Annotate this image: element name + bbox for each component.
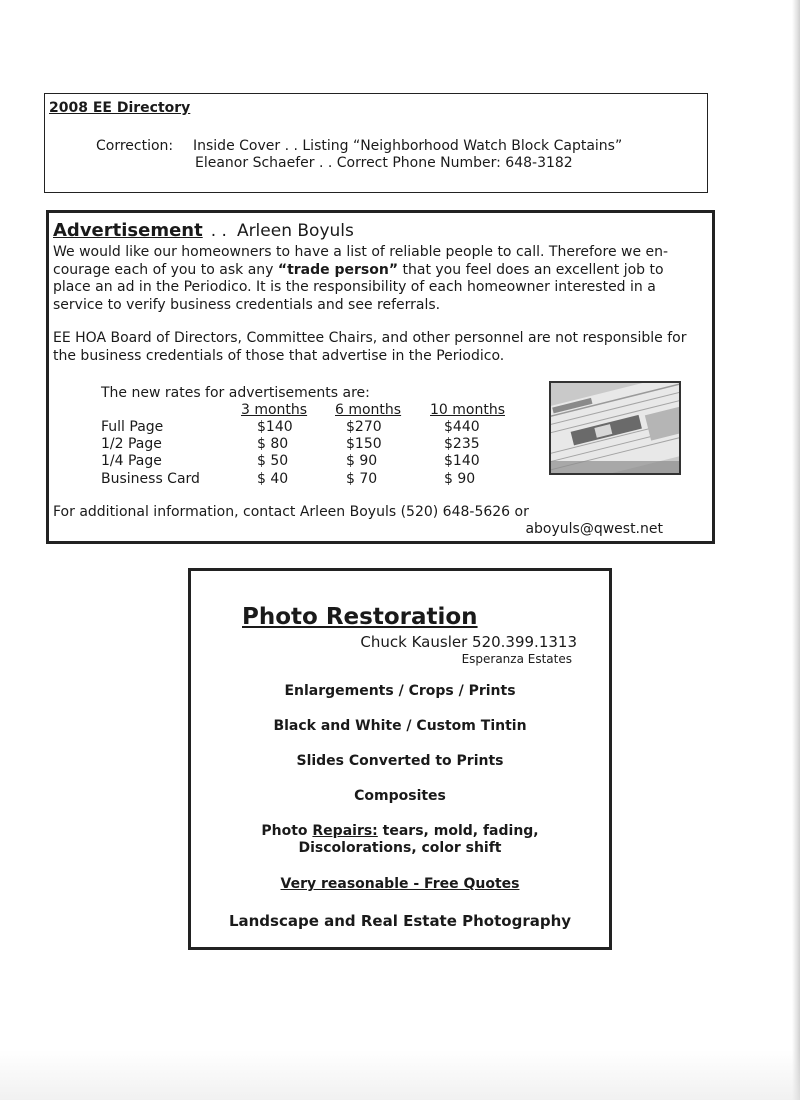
rate-3m: $ 80 — [257, 436, 289, 452]
para1-start: We would like our homeowners to have a list of reliable people to call. Therefore we en-courage each of you to ask any — [53, 244, 669, 278]
service-repairs-line-2: Discolorations, color shift — [298, 840, 502, 856]
advertisement-contact: For additional information, contact Arleen Boyuls (520) 648-5626 or — [53, 504, 529, 520]
rate-name: Business Card — [101, 471, 200, 487]
service-repairs — [191, 823, 609, 839]
rate-row-quarter-page — [101, 453, 521, 471]
trade-person-emphasis: “trade person” — [277, 261, 399, 278]
rate-row-business-card — [101, 471, 521, 489]
page-bottom-shadow — [0, 1050, 800, 1100]
rate-3m: $ 50 — [257, 453, 289, 469]
repairs-rest: tears, mold, fading, — [377, 823, 539, 839]
rate-name: 1/2 Page — [101, 436, 162, 452]
advertisement-title: Advertisement — [53, 220, 203, 241]
rate-6m: $ 70 — [346, 471, 378, 487]
advertisement-paragraph-2: EE HOA Board of Directors, Committee Chairs, and other personnel are not responsible for the business credentials of those that advertise in the Periodico. — [53, 330, 687, 364]
rate-10m: $140 — [444, 453, 480, 469]
repairs-label: Repairs: — [312, 823, 378, 839]
correction-line-2: Eleanor Schaefer . . Correct Phone Number: 648-3182 — [195, 155, 573, 171]
correction-label: Correction: — [96, 138, 174, 154]
rate-3m: $ 40 — [257, 471, 289, 487]
rate-6m: $270 — [346, 419, 382, 435]
photo-restoration-location: Esperanza Estates — [461, 652, 572, 666]
advertisement-dots: . . — [210, 221, 227, 241]
rate-row-half-page — [101, 436, 521, 454]
advertisement-email: aboyuls@qwest.net — [525, 521, 663, 537]
correction-line-1: Inside Cover . . Listing “Neighborhood Watch Block Captains” — [193, 138, 623, 154]
service-composites: Composites — [354, 788, 446, 804]
repairs-lead: Photo — [261, 823, 313, 839]
free-quotes-line: Very reasonable - Free Quotes — [280, 876, 520, 892]
advertisement-paragraph-1 — [53, 244, 693, 314]
rate-6m: $ 90 — [346, 453, 378, 469]
newspaper-classifieds-photo — [549, 381, 681, 475]
page-edge-shadow — [792, 0, 800, 1100]
advertisement-heading — [53, 220, 354, 241]
rate-10m: $440 — [444, 419, 480, 435]
rate-header-3-months: 3 months — [241, 402, 308, 418]
rate-10m: $ 90 — [444, 471, 476, 487]
directory-correction-box — [44, 93, 708, 193]
para1-end: that you feel does an excellent job to place an ad in the Periodico. It is the responsibility of each homeowner interested in a service to verify business credentials and see referrals. — [53, 261, 664, 313]
rate-header-6-months: 6 months — [335, 402, 402, 418]
rate-header-10-months: 10 months — [430, 402, 505, 418]
rate-name: Full Page — [101, 419, 164, 435]
advertisement-author: Arleen Boyuls — [236, 221, 354, 241]
landscape-photography-line: Landscape and Real Estate Photography — [228, 912, 572, 930]
photo-restoration-title: Photo Restoration — [242, 604, 478, 630]
photo-restoration-ad — [188, 568, 612, 950]
service-enlargements: Enlargements / Crops / Prints — [284, 683, 516, 699]
rate-10m: $235 — [444, 436, 480, 452]
advertisement-box — [46, 210, 715, 544]
service-slides: Slides Converted to Prints — [296, 753, 504, 769]
rate-6m: $150 — [346, 436, 382, 452]
directory-title: 2008 EE Directory — [49, 100, 191, 116]
photo-restoration-contact: Chuck Kausler 520.399.1313 — [360, 633, 577, 651]
rate-name: 1/4 Page — [101, 453, 162, 469]
rates-intro: The new rates for advertisements are: — [101, 385, 370, 401]
service-black-and-white: Black and White / Custom Tintin — [273, 718, 527, 734]
rate-row-full-page — [101, 419, 521, 437]
rate-3m: $140 — [257, 419, 293, 435]
